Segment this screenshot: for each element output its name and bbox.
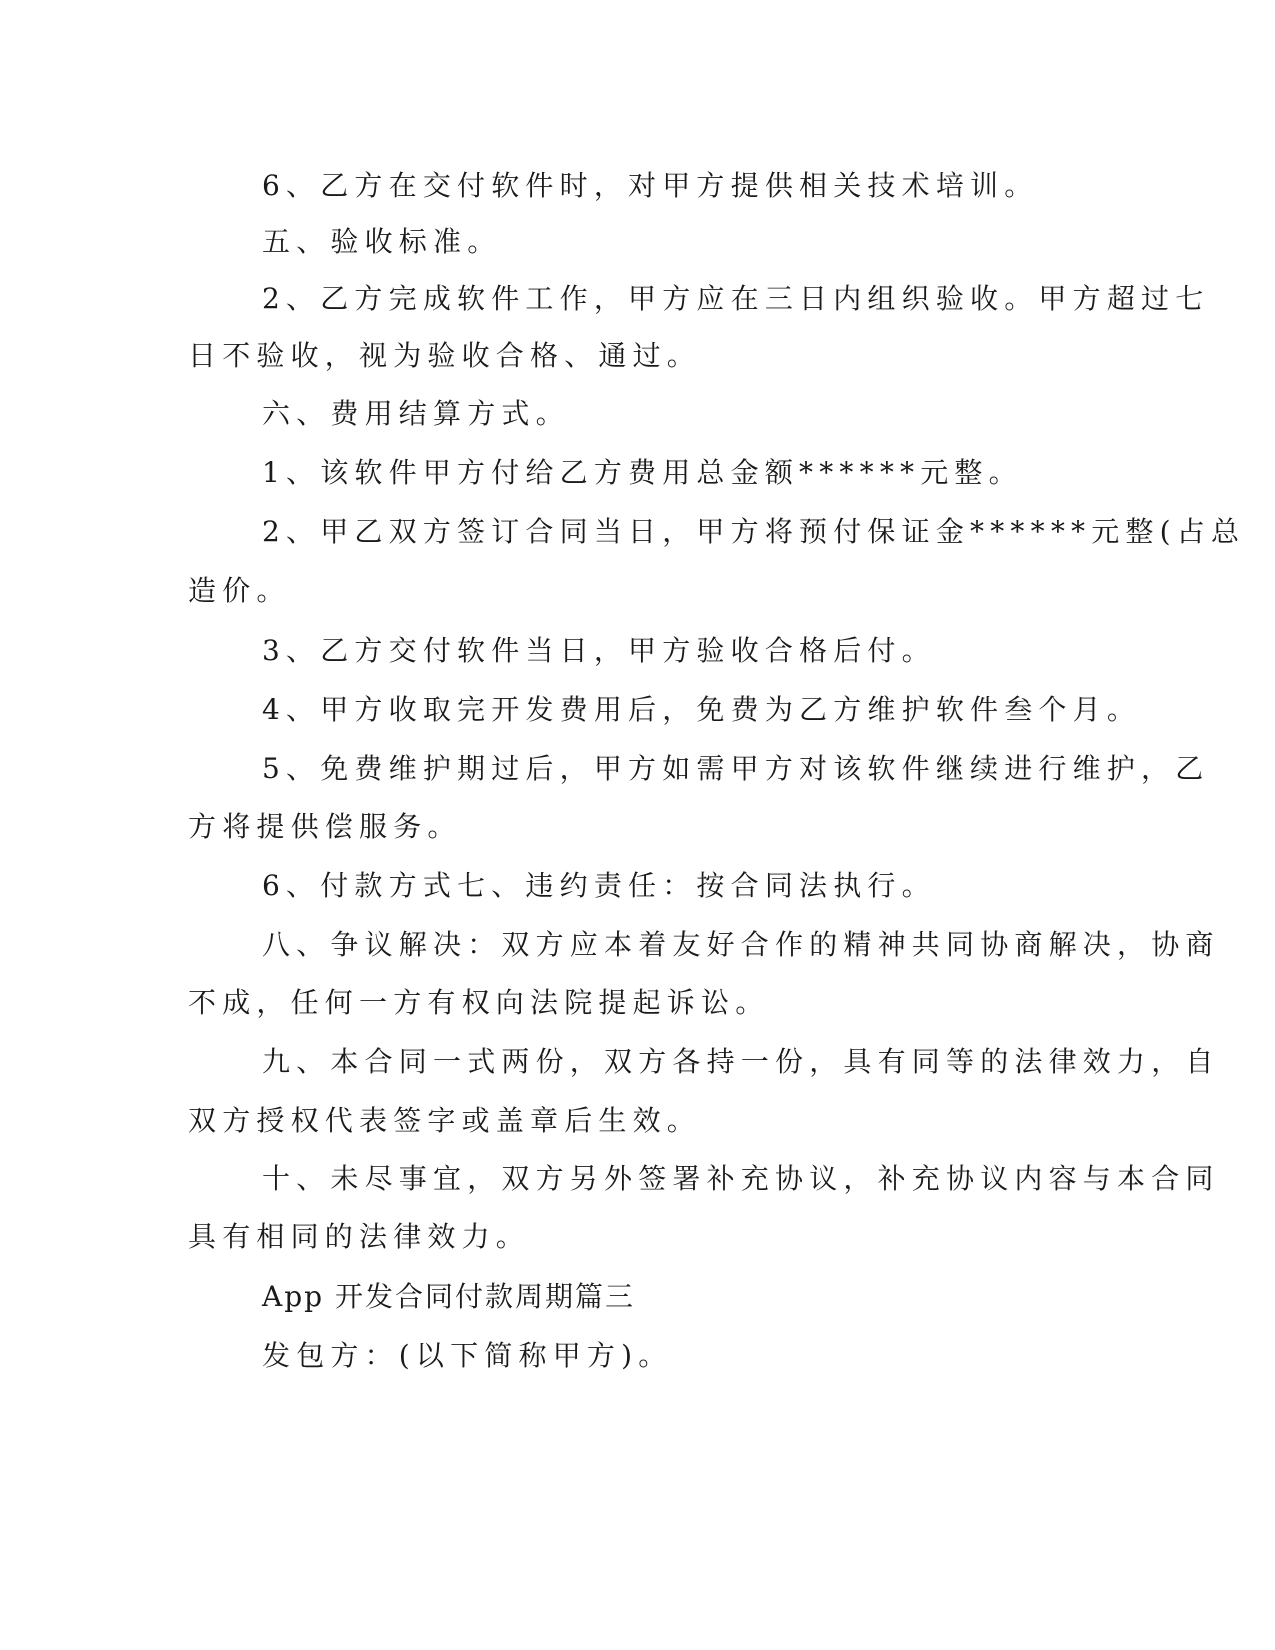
paragraph-line: 不成，任何一方有权向法院提起诉讼。	[188, 986, 770, 1019]
paragraph-line: 具有相同的法律效力。	[188, 1220, 531, 1253]
paragraph-line: 方将提供偿服务。	[188, 810, 462, 843]
paragraph-line: 4、甲方收取完开发费用后，免费为乙方维护软件叁个月。	[262, 693, 1142, 726]
section-heading: 五、验收标准。	[262, 225, 502, 258]
paragraph-line: 2、甲乙双方签订合同当日，甲方将预付保证金******元整(占总	[262, 515, 1246, 548]
paragraph-line: 八、争议解决：双方应本着友好合作的精神共同协商解决，协商	[262, 928, 1220, 961]
paragraph-line: 九、本合同一式两份，双方各持一份，具有同等的法律效力，自	[262, 1045, 1220, 1078]
paragraph-line: 十、未尽事宜，双方另外签署补充协议，补充协议内容与本合同	[262, 1162, 1220, 1195]
paragraph-line: 1、该软件甲方付给乙方费用总金额******元整。	[262, 456, 1023, 489]
paragraph-line: 造价。	[188, 574, 291, 607]
paragraph-line: 6、付款方式七、违约责任：按合同法执行。	[262, 869, 936, 902]
paragraph-line: 6、乙方在交付软件时，对甲方提供相关技术培训。	[262, 169, 1039, 202]
paragraph-line: 发包方：(以下简称甲方)。	[262, 1339, 673, 1372]
paragraph-line: 5、免费维护期过后，甲方如需甲方对该软件继续进行维护，乙	[262, 752, 1210, 785]
paragraph-line: 2、乙方完成软件工作，甲方应在三日内组织验收。甲方超过七	[262, 282, 1210, 315]
section-title: App 开发合同付款周期篇三	[262, 1280, 635, 1313]
paragraph-line: 3、乙方交付软件当日，甲方验收合格后付。	[262, 634, 936, 667]
section-heading: 六、费用结算方式。	[262, 397, 570, 430]
paragraph-line: 双方授权代表签字或盖章后生效。	[188, 1104, 702, 1137]
paragraph-line: 日不验收，视为验收合格、通过。	[188, 339, 702, 372]
